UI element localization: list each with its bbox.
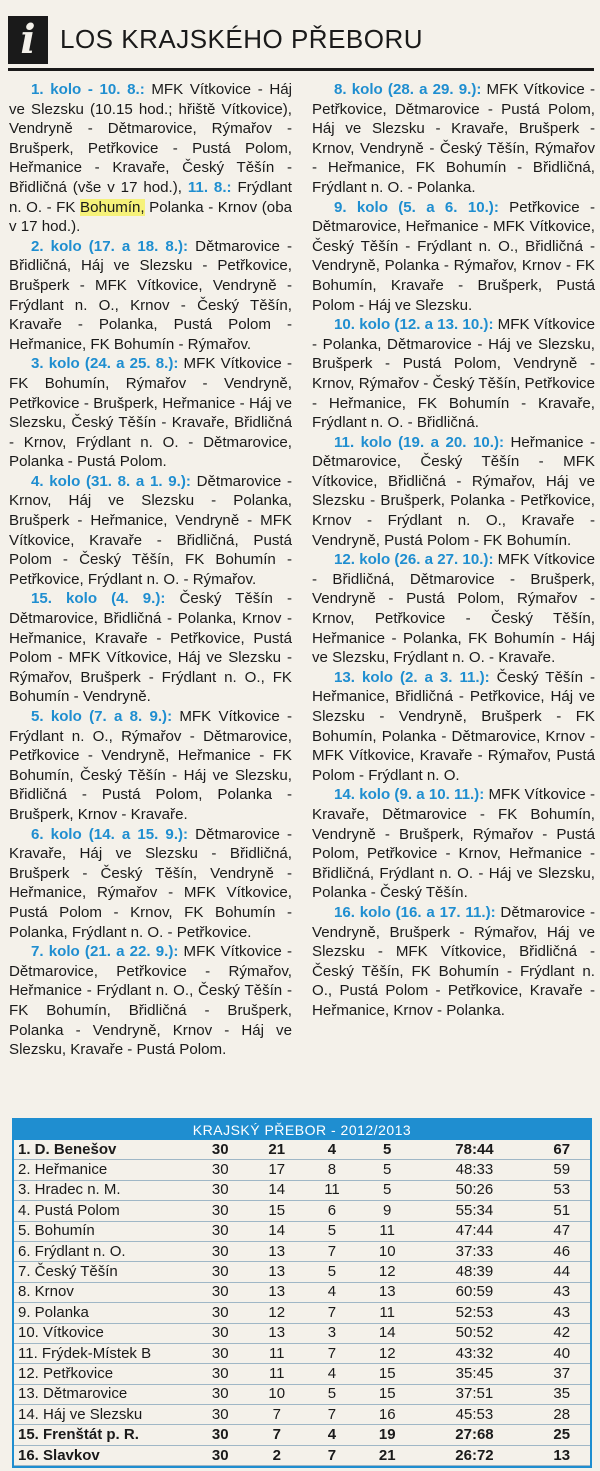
goal-score: 50:26: [415, 1180, 533, 1200]
fixture-round: [312, 315, 595, 433]
points: 40: [533, 1343, 590, 1363]
table-row: [14, 1221, 590, 1241]
points: 13: [533, 1445, 590, 1465]
draws: 7: [305, 1241, 359, 1261]
round-fixtures: MFK Vítkovice - Háj ve Slezsku (10.15 hod.; hřiště Vítkovice), Vendryně - Dětmarovice, Rýmařov - Brušperk, Petřkovice - Pustá Polom, Heřmanice - Kravaře, Český Těšín - Břidličná (vše v 17 hod.),: [9, 81, 292, 196]
team-name: 7. Český Těšín: [14, 1262, 192, 1282]
points: 47: [533, 1221, 590, 1241]
fixture-round: [9, 354, 292, 472]
wins: 10: [249, 1384, 306, 1404]
matches-played: 30: [192, 1323, 249, 1343]
table-row: [14, 1425, 590, 1445]
round-label: 7. kolo (21. a 22. 9.):: [31, 943, 179, 961]
losses: 5: [359, 1140, 416, 1160]
matches-played: 30: [192, 1343, 249, 1363]
wins: 12: [249, 1303, 306, 1323]
team-name: 16. Slavkov: [14, 1445, 192, 1465]
fixture-round: [312, 903, 595, 1021]
draws: 5: [305, 1384, 359, 1404]
goal-score: 26:72: [415, 1445, 533, 1465]
points: 43: [533, 1303, 590, 1323]
team-name: 6. Frýdlant n. O.: [14, 1241, 192, 1261]
wins: 14: [249, 1221, 306, 1241]
team-name: 10. Vítkovice: [14, 1323, 192, 1343]
round-label: 8. kolo (28. a 29. 9.):: [334, 81, 482, 98]
wins: 13: [249, 1323, 306, 1343]
goal-score: 78:44: [415, 1140, 533, 1160]
draws: 5: [305, 1221, 359, 1241]
wins: 13: [249, 1262, 306, 1282]
matches-played: 30: [192, 1160, 249, 1180]
round-fixtures: MFK Vítkovice - FK Bohumín, Rýmařov - Vendryně, Petřkovice - Brušperk, Heřmanice - Háj ve Slezsku, Český Těšín - Kravaře, Břidličná - Krnov, Frýdlant n. O. - Dětmarovice, Polanka - Pustá Polom.: [9, 355, 292, 471]
goal-score: 35:45: [415, 1364, 533, 1384]
points: 25: [533, 1425, 590, 1445]
round-fixtures: Český Těšín - Dětmarovice, Břidličná - Polanka, Krnov - Heřmanice, Kravaře - Petřkovice, Pustá Polom - MFK Vítkovice, Háj ve Slezsku - Rýmařov, Brušperk - Frýdlant n. O., FK Bohumín - Vendryně.: [9, 590, 292, 706]
losses: 12: [359, 1262, 416, 1282]
round-label: 15. kolo (4. 9.):: [31, 590, 166, 608]
goal-score: 27:68: [415, 1425, 533, 1445]
wins: 21: [249, 1140, 306, 1160]
round-label: 9. kolo (5. a 6. 10.):: [334, 198, 499, 216]
highlighted-team: Bohumín,: [80, 198, 145, 216]
standings-table: [12, 1118, 592, 1468]
round-label: 11. 8.:: [187, 178, 232, 196]
table-row: [14, 1160, 590, 1180]
info-glyph: i: [20, 16, 36, 63]
fixture-round: [9, 80, 292, 237]
round-label: 2. kolo (17. a 18. 8.):: [31, 237, 189, 255]
points: 35: [533, 1384, 590, 1404]
matches-played: 30: [192, 1180, 249, 1200]
draws: 7: [305, 1343, 359, 1363]
round-fixtures: MFK Vítkovice - Frýdlant n. O., Rýmařov - Dětmarovice, Petřkovice - Vendryně, Heřmanice - FK Bohumín, Český Těšín - Háj ve Slezsku, Břidličná - Pustá Polom, Polanka - Brušperk, Krnov - Kravaře.: [9, 708, 292, 823]
points: 46: [533, 1241, 590, 1261]
table-row: [14, 1241, 590, 1261]
round-fixtures: Dětmarovice - Břidličná, Háj ve Slezsku - Petřkovice, Brušperk - MFK Vítkovice, Vendryně - Frýdlant n. O., Krnov - Český Těšín, Kravaře - Polanka, Pustá Polom - Heřmanice, FK Bohumín - Rýmařov.: [9, 237, 292, 353]
wins: 13: [249, 1241, 306, 1261]
goal-score: 43:32: [415, 1343, 533, 1363]
round-fixtures: Petřkovice - Dětmarovice, Heřmanice - MFK Vítkovice, Český Těšín - Frýdlant n. O., Břidličná - Vendryně, Polanka - Rýmařov, Krnov - FK Bohumín, Kravaře - Brušperk, Pustá Polom - Háj ve Slezsku.: [312, 198, 595, 314]
table-row: [14, 1364, 590, 1384]
team-name: 2. Heřmanice: [14, 1160, 192, 1180]
draws: 7: [305, 1445, 359, 1465]
draws: 7: [305, 1405, 359, 1425]
round-fixtures: MFK Vítkovice - Kravaře, Dětmarovice - FK Bohumín, Vendryně - Brušperk, Rýmařov - Pustá Polom, Petřkovice - Krnov, Heřmanice - Břidličná, Frýdlant n. O. - Háj ve Slezsku, Polanka - Český Těšín.: [312, 786, 595, 902]
wins: 14: [249, 1180, 306, 1200]
losses: 9: [359, 1201, 416, 1221]
round-label: 11. kolo (19. a 20. 10.):: [334, 433, 505, 451]
fixture-round: [312, 785, 595, 903]
losses: 10: [359, 1241, 416, 1261]
wins: 11: [249, 1364, 306, 1384]
round-fixtures: Dětmarovice - Kravaře, Háj ve Slezsku - Břidličná, Brušperk - Český Těšín, Vendryně - Heřmanice, Rýmařov - MFK Vítkovice, Pustá Polom - Krnov, FK Bohumín - Polanka, Frýdlant n. O. - Petřkovice.: [9, 825, 292, 941]
round-label: 4. kolo (31. 8. a 1. 9.):: [31, 472, 191, 490]
matches-played: 30: [192, 1425, 249, 1445]
wins: 17: [249, 1160, 306, 1180]
round-fixtures: Dětmarovice - Krnov, Háj ve Slezsku - Polanka, Brušperk - Heřmanice, Vendryně - MFK Vítkovice, Kravaře - Břidličná, Pustá Polom - Český Těšín, FK Bohumín - Petřkovice, Frýdlant n. O. - Rýmařov.: [9, 472, 293, 588]
fixture-column-left: [9, 80, 292, 1060]
team-name: 4. Pustá Polom: [14, 1201, 192, 1221]
losses: 12: [359, 1343, 416, 1363]
fixture-round: [9, 825, 292, 943]
goal-score: 48:33: [415, 1160, 533, 1180]
matches-played: 30: [192, 1140, 249, 1160]
draws: 6: [305, 1201, 359, 1221]
table-row: [14, 1180, 590, 1200]
team-name: 9. Polanka: [14, 1303, 192, 1323]
table-row: [14, 1384, 590, 1404]
round-fixtures: MFK Vítkovice - Petřkovice, Dětmarovice - Pustá Polom, Háj ve Slezsku - Kravaře, Brušperk - Krnov, Vendryně - Český Těšín, Rýmařov - Heřmanice, FK Bohumín - Břidličná, Frýdlant n. O. - Polanka.: [312, 81, 595, 196]
team-name: 14. Háj ve Slezsku: [14, 1405, 192, 1425]
fixture-round: [312, 198, 595, 316]
wins: 11: [249, 1343, 306, 1363]
goal-score: 45:53: [415, 1405, 533, 1425]
points: 42: [533, 1323, 590, 1343]
losses: 16: [359, 1405, 416, 1425]
losses: 5: [359, 1160, 416, 1180]
table-row: [14, 1201, 590, 1221]
info-icon: [8, 16, 48, 64]
matches-played: 30: [192, 1262, 249, 1282]
round-fixtures: MFK Vítkovice - Polanka, Dětmarovice - Háj ve Slezsku, Brušperk - Pustá Polom, Vendryně - Krnov, Rýmařov - Český Těšín, Petřkovice - Heřmanice, FK Bohumín - Kravaře, Frýdlant n. O. - Břidličná.: [312, 316, 595, 432]
article-title: LOS KRAJSKÉHO PŘEBORU: [60, 24, 424, 54]
points: 59: [533, 1160, 590, 1180]
team-name: 13. Dětmarovice: [14, 1384, 192, 1404]
article-header: [8, 14, 594, 71]
losses: 11: [359, 1303, 416, 1323]
table-row: [14, 1343, 590, 1363]
fixture-round: [312, 80, 595, 198]
goal-score: 50:52: [415, 1323, 533, 1343]
round-label: 16. kolo (16. a 17. 11.):: [334, 903, 496, 921]
table-row: [14, 1445, 590, 1465]
round-label: 3. kolo (24. a 25. 8.):: [31, 355, 179, 373]
round-label: 6. kolo (14. a 15. 9.):: [31, 825, 189, 843]
matches-played: 30: [192, 1201, 249, 1221]
round-fixtures: Heřmanice - Dětmarovice, Český Těšín - MFK Vítkovice, Břidličná - Rýmařov, Háj ve Slezsku - Brušperk, Polanka - Petřkovice, Krnov - Frýdlant n. O., Kravaře - Vendryně, Pustá Polom - FK Bohumín.: [312, 433, 595, 549]
draws: 11: [305, 1180, 359, 1200]
standings-title: KRAJSKÝ PŘEBOR - 2012/2013: [14, 1120, 590, 1140]
goal-score: 37:51: [415, 1384, 533, 1404]
standings-body: [14, 1140, 590, 1466]
draws: 4: [305, 1425, 359, 1445]
table-row: [14, 1405, 590, 1425]
points: 43: [533, 1282, 590, 1302]
wins: 2: [249, 1445, 306, 1465]
team-name: 5. Bohumín: [14, 1221, 192, 1241]
table-row: [14, 1323, 590, 1343]
round-label: 5. kolo (7. a 8. 9.):: [31, 708, 173, 725]
round-fixtures: Frýdlant n. O. - FK: [9, 178, 292, 216]
losses: 15: [359, 1384, 416, 1404]
wins: 15: [249, 1201, 306, 1221]
matches-played: 30: [192, 1384, 249, 1404]
table-row: [14, 1262, 590, 1282]
losses: 11: [359, 1221, 416, 1241]
table-row: [14, 1303, 590, 1323]
fixture-column-right: [312, 80, 595, 1021]
round-fixtures: MFK Vítkovice - Dětmarovice, Petřkovice - Rýmařov, Heřmanice - Frýdlant n. O., Český Těšín - FK Bohumín, Břidličná - Brušperk, Polanka - Vendryně, Krnov - Háj ve Slezsku, Kravaře - Pustá Polom.: [9, 943, 292, 1059]
round-label: 1. kolo - 10. 8.:: [31, 81, 145, 98]
team-name: 8. Krnov: [14, 1282, 192, 1302]
round-fixtures: MFK Vítkovice - Břidličná, Dětmarovice - Brušperk, Vendryně - Pustá Polom, Rýmařov - Krnov, Petřkovice - Český Těšín, Heřmanice - Polanka, FK Bohumín - Háj ve Slezsku, Frýdlant n. O. - Kravaře.: [312, 551, 595, 667]
fixture-round: [312, 550, 595, 668]
matches-played: 30: [192, 1303, 249, 1323]
losses: 21: [359, 1445, 416, 1465]
round-fixtures: Polanka - Krnov (oba v 17 hod.).: [9, 198, 292, 236]
matches-played: 30: [192, 1241, 249, 1261]
points: 53: [533, 1180, 590, 1200]
points: 44: [533, 1262, 590, 1282]
losses: 5: [359, 1180, 416, 1200]
draws: 5: [305, 1262, 359, 1282]
draws: 4: [305, 1364, 359, 1384]
table-row: [14, 1140, 590, 1160]
round-fixtures: Český Těšín - Heřmanice, Břidličná - Petřkovice, Háj ve Slezsku - Vendryně, Brušperk - FK Bohumín, Polanka - Dětmarovice, Krnov - MFK Vítkovice, Kravaře - Rýmařov, Pustá Polom - Frýdlant n. O.: [312, 668, 595, 784]
draws: 4: [305, 1282, 359, 1302]
matches-played: 30: [192, 1445, 249, 1465]
losses: 15: [359, 1364, 416, 1384]
round-label: 13. kolo (2. a 3. 11.):: [334, 668, 490, 686]
draws: 8: [305, 1160, 359, 1180]
points: 67: [533, 1140, 590, 1160]
points: 28: [533, 1405, 590, 1425]
losses: 14: [359, 1323, 416, 1343]
team-name: 12. Petřkovice: [14, 1364, 192, 1384]
table-row: [14, 1282, 590, 1302]
wins: 7: [249, 1405, 306, 1425]
points: 37: [533, 1364, 590, 1384]
fixture-round: [9, 472, 292, 590]
matches-played: 30: [192, 1364, 249, 1384]
round-label: 12. kolo (26. a 27. 10.):: [334, 551, 494, 569]
goal-score: 37:33: [415, 1241, 533, 1261]
fixture-round: [9, 942, 292, 1060]
fixture-round: [9, 707, 292, 825]
goal-score: 60:59: [415, 1282, 533, 1302]
team-name: 15. Frenštát p. R.: [14, 1425, 192, 1445]
wins: 13: [249, 1282, 306, 1302]
draws: 3: [305, 1323, 359, 1343]
matches-played: 30: [192, 1282, 249, 1302]
matches-played: 30: [192, 1405, 249, 1425]
losses: 19: [359, 1425, 416, 1445]
draws: 4: [305, 1140, 359, 1160]
points: 51: [533, 1201, 590, 1221]
goal-score: 47:44: [415, 1221, 533, 1241]
round-label: 14. kolo (9. a 10. 11.):: [334, 786, 485, 804]
wins: 7: [249, 1425, 306, 1445]
round-label: 10. kolo (12. a 13. 10.):: [334, 316, 494, 334]
goal-score: 48:39: [415, 1262, 533, 1282]
losses: 13: [359, 1282, 416, 1302]
fixture-round: [312, 668, 595, 786]
team-name: 3. Hradec n. M.: [14, 1180, 192, 1200]
fixture-round: [9, 237, 292, 355]
draws: 7: [305, 1303, 359, 1323]
round-fixtures: Dětmarovice - Vendryně, Brušperk - Rýmařov, Háj ve Slezsku - MFK Vítkovice, Břidličná - Český Těšín, FK Bohumín - Frýdlant n. O., Pustá Polom - Petřkovice, Kravaře - Heřmanice, Krnov - Polanka.: [312, 903, 595, 1019]
matches-played: 30: [192, 1221, 249, 1241]
team-name: 1. D. Benešov: [14, 1140, 192, 1160]
fixture-round: [312, 433, 595, 551]
fixture-round: [9, 589, 292, 707]
team-name: 11. Frýdek-Místek B: [14, 1343, 192, 1363]
goal-score: 52:53: [415, 1303, 533, 1323]
goal-score: 55:34: [415, 1201, 533, 1221]
